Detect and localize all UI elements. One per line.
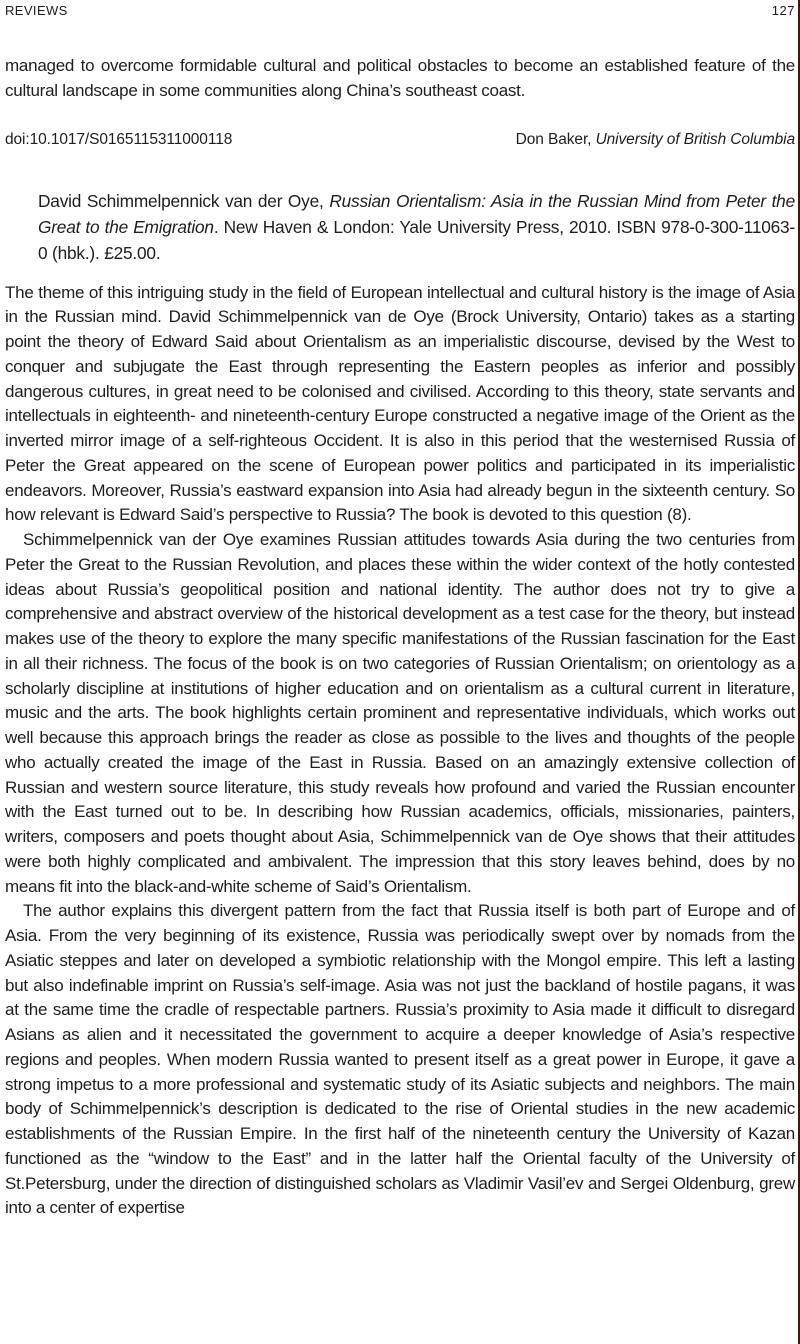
page-number: 127 <box>771 3 795 18</box>
citation-book-title: Russian Orientalism: Asia in the Russian Mind from Peter the Great to the Emigration <box>38 190 796 237</box>
reviewer-name: Don Baker, <box>515 130 596 148</box>
section-label: REVIEWS <box>5 3 68 18</box>
review-paragraph: The author explains this divergent pattern from the fact that Russia itself is both part of Europe and of Asia. From the very beginning of its existence, Russia was periodically swept over by nomads from the Asiatic steppes and later on developed a symbiotic relationship with the Mongol empire. This left a lasting but also indefinable imprint on Russia’s self-image. Asia was not just the backland of hostile pagans, it was at the same time the cradle of respectable partners. Russia’s proximity to Asia made it difficult to disregard Asians as alien and it necessitated the government to acquire a deeper knowledge of Asia’s respective regions and peoples. When modern Russia wanted to present itself as a great power in Europe, it gave a strong impetus to a more professional and systematic study of its Asiatic subjects and neighbors. The main body of Schimmelpennick’s description is dedicated to the rise of Oriental studies in the new academic establishments of the Russian Empire. In the first half of the nineteenth century the University of Kazan functioned as the “window to the East” and in the latter half the Oriental faculty of the University of St.Petersburg, under the direction of distinguished scholars as Vladimir Vasil’ev and Sergei Oldenburg, grew into a center of expertise <box>5 901 795 1218</box>
review-paragraph: Schimmelpennick van der Oye examines Russian attitudes towards Asia during the two centuries from Peter the Great to the Russian Revolution, and places these within the wider context of the hotly contested ideas about Russia’s geopolitical position and national identity. The author does not try to give a comprehensive and abstract overview of the historical development as a test case for the theory, but instead makes use of the theory to explore the many specific manifestations of the Russian fascination for the East in all their richness. The focus of the book is on two categories of Russian Orientalism; on orientology as a scholarly discipline at institutions of higher education and on orientalism as a cultural current in literature, music and the arts. The book highlights certain prominent and representative individuals, which works out well because this approach brings the reader as close as possible to the lives and thoughts of the people who actually created the image of the East in Russia. Based on an amazingly extensive collection of Russian and western source literature, this study reveals how profound and varied the Russian encounter with the East turned out to be. In describing how Russian academics, officials, missionaries, painters, writers, composers and poets thought about Asia, Schimmelpennick van de Oye shows that their attitudes were both highly complicated and ambivalent. The impression that this story leaves behind, does by no means fit into the black-and-white scheme of Said’s Orientalism. <box>5 530 795 896</box>
book-citation <box>38 188 795 266</box>
reviewer-credit <box>516 131 795 149</box>
citation-authors: David Schimmelpennick van der Oye, <box>38 190 330 211</box>
doi-row <box>5 131 795 149</box>
reviewer-affiliation: University of British Columbia <box>595 130 795 148</box>
doi-text: doi:10.1017/S0165115311000118 <box>5 130 233 148</box>
citation-publication: . New Haven & London: Yale University Press, 2010. ISBN 978-0-300-11063-0 (hbk.). £25.00. <box>38 216 796 263</box>
previous-review-closing-paragraph: managed to overcome formidable cultural and political obstacles to become an established feature of the cultural landscape in some communities along China’s southeast coast. <box>5 56 795 100</box>
review-paragraph: The theme of this intriguing study in the field of European intellectual and cultural history is the image of Asia in the Russian mind. David Schimmelpennick van de Oye (Brock University, Ontario) takes as a starting point the theory of Edward Said about Orientalism as an imperialistic discourse, devised by the West to conquer and subjugate the East through representing the Eastern peoples as inferior and possibly dangerous cultures, in great need to be colonised and civilised. According to this theory, state servants and intellectuals in eighteenth- and nineteenth-century Europe constructed a negative image of the Orient as the inverted mirror image of a self-righteous Occident. It is also in this period that the westernised Russia of Peter the Great appeared on the scene of European power politics and participated in its imperialistic endeavors. Moreover, Russia’s eastward expansion into Asia had already begun in the sixteenth century. So how relevant is Edward Said’s perspective to Russia? The book is devoted to this question (8). <box>5 282 795 525</box>
running-head <box>5 3 795 18</box>
